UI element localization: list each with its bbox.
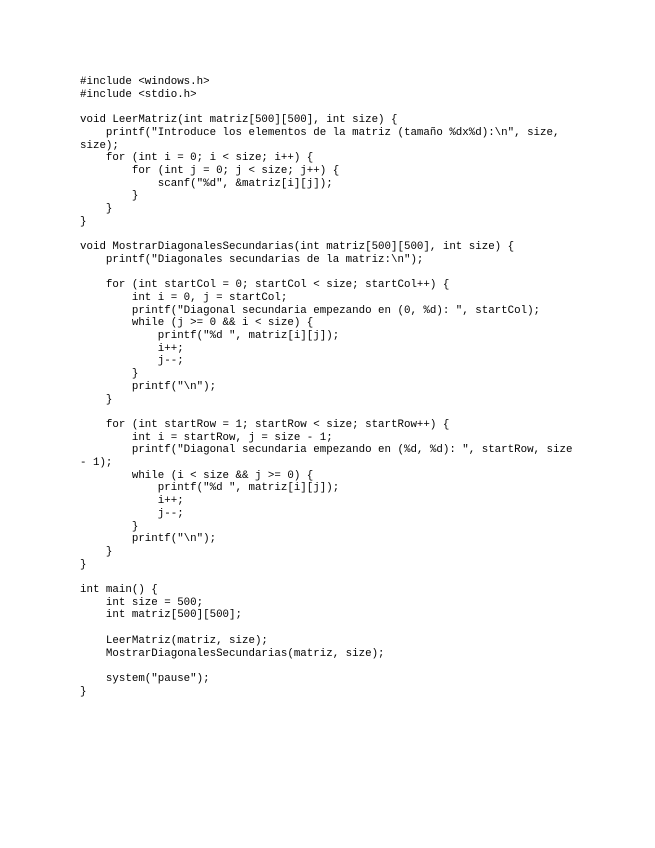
code-line: } — [80, 558, 87, 571]
code-line: } — [80, 368, 139, 381]
code-line: printf("%d ", matriz[i][j]); — [80, 330, 340, 343]
code-line: for (int startRow = 1; startRow < size; startRow++) { — [80, 418, 450, 431]
code-line: printf("Introduce los elementos de la matriz (tamaño %dx%d):\n", size, size); — [80, 126, 566, 152]
code-line: i++; — [80, 342, 184, 355]
code-line: } — [80, 393, 113, 406]
code-line — [80, 267, 580, 280]
code-line: while (i < size && j >= 0) { — [80, 469, 314, 482]
code-line: #include <stdio.h> — [80, 88, 197, 101]
code-line: while (j >= 0 && i < size) { — [80, 317, 314, 330]
code-line: j--; — [80, 507, 184, 520]
code-line: void MostrarDiagonalesSecundarias(int matriz[500][500], int size) { — [80, 241, 515, 254]
code-line: #include <windows.h> — [80, 76, 210, 88]
code-line: for (int j = 0; j < size; j++) { — [80, 164, 340, 177]
code-line: for (int startCol = 0; startCol < size; startCol++) { — [80, 279, 450, 292]
code-line: int size = 500; — [80, 596, 204, 609]
code-line: int i = startRow, j = size - 1; — [80, 431, 333, 444]
code-line — [80, 101, 580, 114]
code-line: } — [80, 203, 113, 216]
code-line: } — [80, 685, 87, 698]
code-line: i++; — [80, 495, 184, 508]
code-line: printf("Diagonal secundaria empezando en (0, %d): ", startCol); — [80, 304, 541, 317]
code-line: printf("\n"); — [80, 380, 217, 393]
code-line — [80, 660, 580, 673]
code-line: system("pause"); — [80, 672, 210, 685]
code-line: } — [80, 520, 139, 533]
code-line: printf("\n"); — [80, 533, 217, 546]
code-line: void LeerMatriz(int matriz[500][500], int size) { — [80, 114, 398, 127]
code-line: } — [80, 215, 87, 228]
code-line: int main() { — [80, 584, 158, 597]
code-line: printf("%d ", matriz[i][j]); — [80, 482, 340, 495]
code-line — [80, 228, 580, 241]
code-line: for (int i = 0; i < size; i++) { — [80, 152, 314, 165]
code-line: printf("Diagonal secundaria empezando en (%d, %d): ", startRow, size - 1); — [80, 444, 579, 470]
code-line: } — [80, 190, 139, 203]
code-line: } — [80, 545, 113, 558]
code-line — [80, 406, 580, 419]
code-line: j--; — [80, 355, 184, 368]
code-line: scanf("%d", &matriz[i][j]); — [80, 177, 333, 190]
code-line: MostrarDiagonalesSecundarias(matriz, size); — [80, 647, 385, 660]
code-line — [80, 622, 580, 635]
code-line — [80, 571, 580, 584]
code-line: int i = 0, j = startCol; — [80, 291, 288, 304]
code-line: int matriz[500][500]; — [80, 609, 242, 622]
code-line: LeerMatriz(matriz, size); — [80, 634, 268, 647]
code-line: printf("Diagonales secundarias de la matriz:\n"); — [80, 253, 424, 266]
code-listing — [80, 76, 580, 698]
